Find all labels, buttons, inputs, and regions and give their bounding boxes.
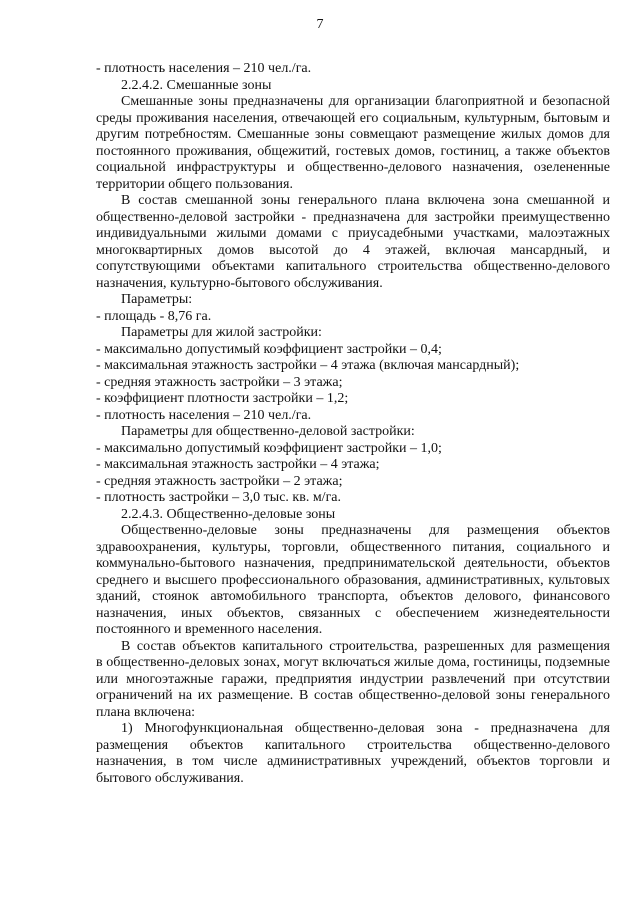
text-line: 2.2.4.2. Смешанные зоны xyxy=(121,77,272,93)
document-body xyxy=(96,61,610,787)
text-line: Общественно-деловые зоны предназначены для размещения объектов xyxy=(121,523,610,538)
text-line: 1) Многофункциональная общественно-деловая зона - предназначена для xyxy=(121,721,610,736)
text-line: ограничений на их размещение. В состав общественно-деловой зоны генерального xyxy=(96,688,610,703)
text-line: Параметры для общественно-деловой застройки: xyxy=(121,424,415,439)
text-line: В состав объектов капитального строительства, разрешенных для размещения xyxy=(121,638,610,654)
text-line: назначения, в том числе административных учреждений, объектов торговли и xyxy=(96,754,610,769)
text-line: постоянного и временного населения. xyxy=(96,622,323,637)
text-line: или многоэтажные гаражи, предприятия индустрии развлечений при отсутствии xyxy=(96,671,610,687)
text-line: - максимальная этажность застройки – 4 этажа (включая мансардный); xyxy=(96,358,520,373)
text-line: В состав смешанной зоны генерального плана включена зона смешанной и xyxy=(121,193,610,208)
text-line: среднего и высшего профессионального образования, административных, культовых xyxy=(96,572,610,588)
text-line: здравоохранения, культуры, торговли, общественного питания, социального и xyxy=(96,539,610,555)
text-line: постоянного проживания, общежитий, гостевых домов, гостиниц, а также объектов xyxy=(96,143,610,159)
text-line: - плотность застройки – 3,0 тыс. кв. м/га. xyxy=(96,490,342,505)
text-line: коммунально-бытового назначения, предпринимательской деятельности, объектов xyxy=(96,556,610,571)
text-line: в общественно-деловых зонах, могут включаться жилые дома, гостиницы, подземные xyxy=(96,655,610,670)
text-line: - максимально допустимый коэффициент застройки – 0,4; xyxy=(96,341,442,357)
text-line: - максимальная этажность застройки – 4 этажа; xyxy=(96,457,380,472)
text-line: сопутствующими объектами капитального строительства общественно-делового xyxy=(96,259,610,274)
text-line: социальной инфраструктуры и общественно-делового назначения, озелененные xyxy=(96,160,610,175)
text-line: назначения, иных объектов, связанных с обеспечением жизнедеятельности xyxy=(96,605,610,621)
text-line: 2.2.4.3. Общественно-деловые зоны xyxy=(121,506,336,522)
text-line: Параметры: xyxy=(121,292,193,307)
text-line: многоквартирных домов высотой до 4 этажей, включая мансардный, и xyxy=(96,242,610,258)
text-line: Параметры для жилой застройки: xyxy=(121,325,322,340)
text-line: бытового обслуживания. xyxy=(96,770,244,786)
page-number: 7 xyxy=(316,17,324,32)
text-line: территории общего пользования. xyxy=(96,176,293,192)
text-line: плана включена: xyxy=(96,704,196,720)
text-line: - площадь - 8,76 га. xyxy=(96,308,212,324)
text-line: - плотность населения – 210 чел./га. xyxy=(96,407,312,423)
text-line: другим потребностям. Смешанные зоны совмещают размещение жилых домов для xyxy=(96,127,610,142)
text-line: общественно-деловой застройки - предназначена для застройки преимущественно xyxy=(96,209,610,225)
text-line: назначения, культурно-бытового обслуживания. xyxy=(96,275,383,291)
text-line: - максимально допустимый коэффициент застройки – 1,0; xyxy=(96,440,442,456)
text-line: - плотность населения – 210 чел./га. xyxy=(96,61,312,76)
text-line: индивидуальными жилыми домами с приусадебными участками, малоэтажных xyxy=(96,226,610,241)
text-line: размещения объектов капитального строительства общественно-делового xyxy=(96,737,610,753)
text-line: - средняя этажность застройки – 3 этажа; xyxy=(96,374,343,390)
text-line: - коэффициент плотности застройки – 1,2; xyxy=(96,391,349,406)
text-line: - средняя этажность застройки – 2 этажа; xyxy=(96,473,343,489)
text-line: зданий, стоянок автомобильного транспорта, объектов делового, финансового xyxy=(96,589,610,604)
text-line: среды проживания населения, отвечающей его социальным, культурным, бытовым и xyxy=(96,110,610,126)
text-line: Смешанные зоны предназначены для организации благоприятной и безопасной xyxy=(121,94,610,109)
